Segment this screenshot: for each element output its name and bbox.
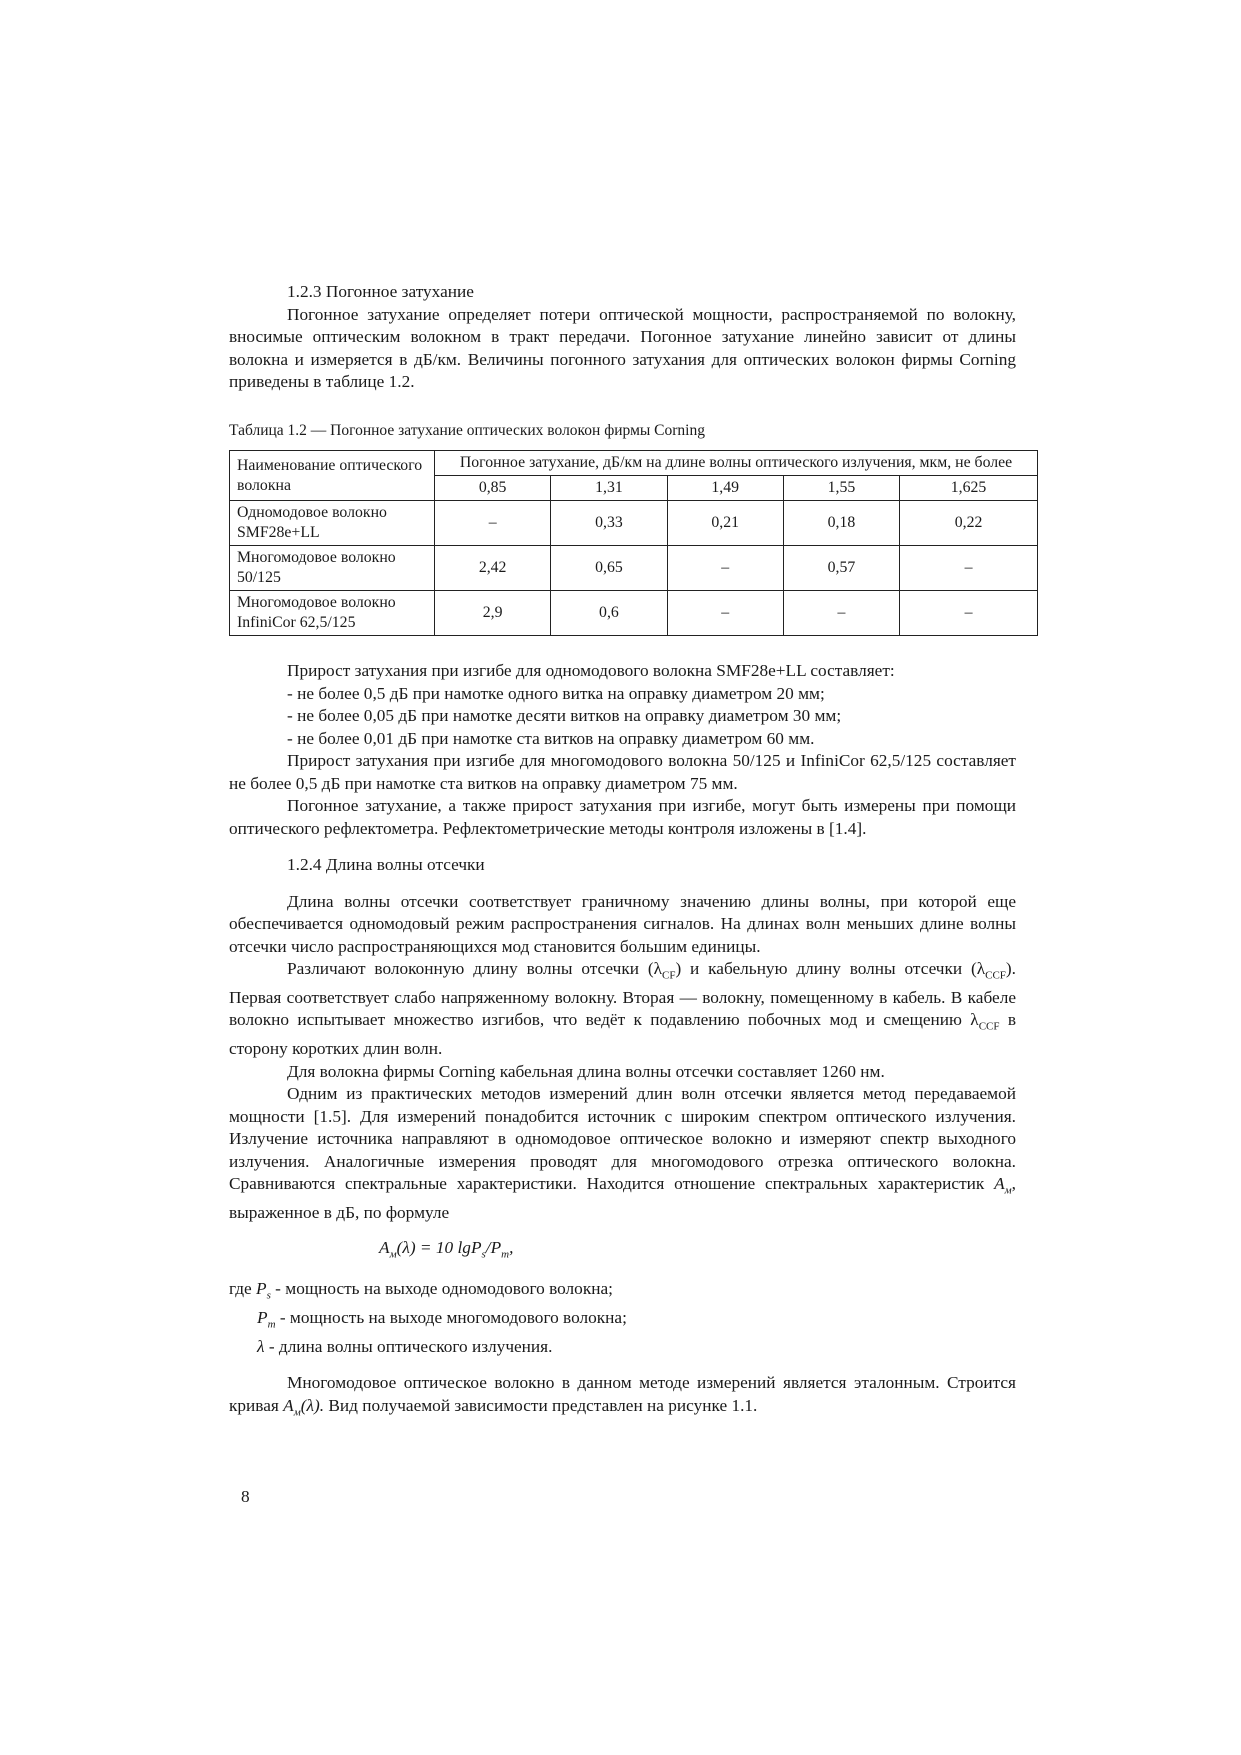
bending-multimode: Прирост затухания при изгибе для многомодового волокна 50/125 и InfiniCor 62,5/125 составляет не более 0,5 дБ при намотке ста витков на оправку диаметром 75 мм. <box>229 751 1016 793</box>
legend-lambda: λ - длина волны оптического излучения. <box>257 1336 553 1356</box>
section-heading-1-2-3: 1.2.3 Погонное затухание <box>287 282 474 301</box>
method-description: Одним из практических методов измерений длин волн отсечки является метод передаваемой мощности [1.5]. Для измерений понадобится источник с широким спектром оптического излучения. Излучение источника направляют в одномодовое оптическое волокно и измеряют спектр выходного излучения. Аналогичные измерения проводят для многомодового отрезка оптического волокна. Сравниваются спектральные характеристики. Находится отношение спектральных характеристик $A_м$, выраженное в дБ, по формуле <box>229 1084 1016 1223</box>
measurement-note: Погонное затухание, а также прирост затухания при изгибе, могут быть измерены при помощи оптического рефлектометра. Рефлектометрические методы контроля изложены в [1.4]. <box>229 796 1016 838</box>
value-cell: 0,18 <box>783 501 899 546</box>
value-cell: 2,9 <box>435 591 551 636</box>
page-number: 8 <box>241 1487 250 1506</box>
fiber-name-cell: Одномодовое волокно SMF28e+LL <box>230 501 435 546</box>
value-cell: 0,65 <box>551 546 667 591</box>
paragraph-attenuation-intro: Погонное затухание определяет потери оптической мощности, распространяемой по волокну, вносимые оптическим волокном в тракт передачи. Погонное затухание линейно зависит от длины волокна и измеряется в дБ/км. Величины погонного затухания для оптических волокон фирмы Corning приведены в таблице 1.2. <box>229 304 1016 391</box>
wavelength-header: 1,49 <box>667 476 783 501</box>
value-cell: – <box>783 591 899 636</box>
table-caption: Таблица 1.2 — Погонное затухание оптических волокон фирмы Corning <box>229 421 705 439</box>
value-cell: 0,21 <box>667 501 783 546</box>
value-cell: 0,57 <box>783 546 899 591</box>
table-row <box>230 591 1038 636</box>
cutoff-types: Различают волоконную длину волны отсечки $(\lambda_{CF})$ и кабельную длину волны отсечки $(\lambda_{CCF})$. Первая соответствует слабо напряженному волокну. Вторая — волокну, помещенному в кабель. В кабеле волокно испытывает множество изгибов, что ведёт к подавлению побочных мод и смещению $\lambda_{CCF}$ в сторону коротких длин волн. <box>229 959 1016 1059</box>
value-cell: 2,42 <box>435 546 551 591</box>
wavelength-header: 1,625 <box>900 476 1038 501</box>
value-cell: – <box>900 546 1038 591</box>
list-item: - не более 0,5 дБ при намотке одного витка на оправку диаметром 20 мм; <box>287 683 825 703</box>
wavelength-header: 1,55 <box>783 476 899 501</box>
col-header-fiber-name: Наименование оптического волокна <box>230 451 435 501</box>
fiber-name-cell: Многомодовое волокно InfiniCor 62,5/125 <box>230 591 435 636</box>
table-header-row <box>230 451 1038 476</box>
value-cell: – <box>900 591 1038 636</box>
attenuation-table <box>229 450 1038 636</box>
value-cell: 0,33 <box>551 501 667 546</box>
wavelength-header: 1,31 <box>551 476 667 501</box>
reference-fiber-note: Многомодовое оптическое волокно в данном методе измерений является эталонным. Строится кривая $A_м(\lambda)$. Вид получаемой зависимости представлен на рисунке 1.1. <box>229 1373 1016 1419</box>
value-cell: 0,22 <box>900 501 1038 546</box>
legend-pm: $P_m$ - мощность на выходе многомодового волокна; <box>257 1307 627 1331</box>
fiber-name-cell: Многомодовое волокно 50/125 <box>230 546 435 591</box>
list-item: - не более 0,01 дБ при намотке ста витков на оправку диаметром 60 мм. <box>287 728 815 748</box>
value-cell: – <box>667 591 783 636</box>
value-cell: 0,6 <box>551 591 667 636</box>
wavelength-header: 0,85 <box>435 476 551 501</box>
bending-intro: Прирост затухания при изгибе для одномодового волокна SMF28e+LL составляет: <box>287 661 895 680</box>
cutoff-definition: Длина волны отсечки соответствует граничному значению длины волны, при которой еще обеспечивается одномодовый режим распространения сигналов. На длинах волн меньших длине волны отсечки число распространяющихся мод становится большим единицы. <box>229 891 1016 956</box>
formula: $A_м(\lambda) = 10$ $\lg P_s/P_m$, <box>379 1237 514 1261</box>
value-cell: – <box>435 501 551 546</box>
formula-legend <box>229 1278 1016 1358</box>
corning-cutoff: Для волокна фирмы Corning кабельная длина волны отсечки составляет 1260 нм. <box>287 1061 885 1081</box>
table-row <box>230 546 1038 591</box>
legend-ps: где $P_s$ - мощность на выходе одномодового волокна; <box>229 1278 613 1302</box>
col-header-attenuation: Погонное затухание, дБ/км на длине волны оптического излучения, мкм, не более <box>435 451 1038 476</box>
value-cell: – <box>667 546 783 591</box>
page-content <box>229 281 1016 1424</box>
section-heading-1-2-4: 1.2.4 Длина волны отсечки <box>287 855 485 874</box>
list-item: - не более 0,05 дБ при намотке десяти витков на оправку диаметром 30 мм; <box>287 706 842 725</box>
table-row <box>230 501 1038 546</box>
